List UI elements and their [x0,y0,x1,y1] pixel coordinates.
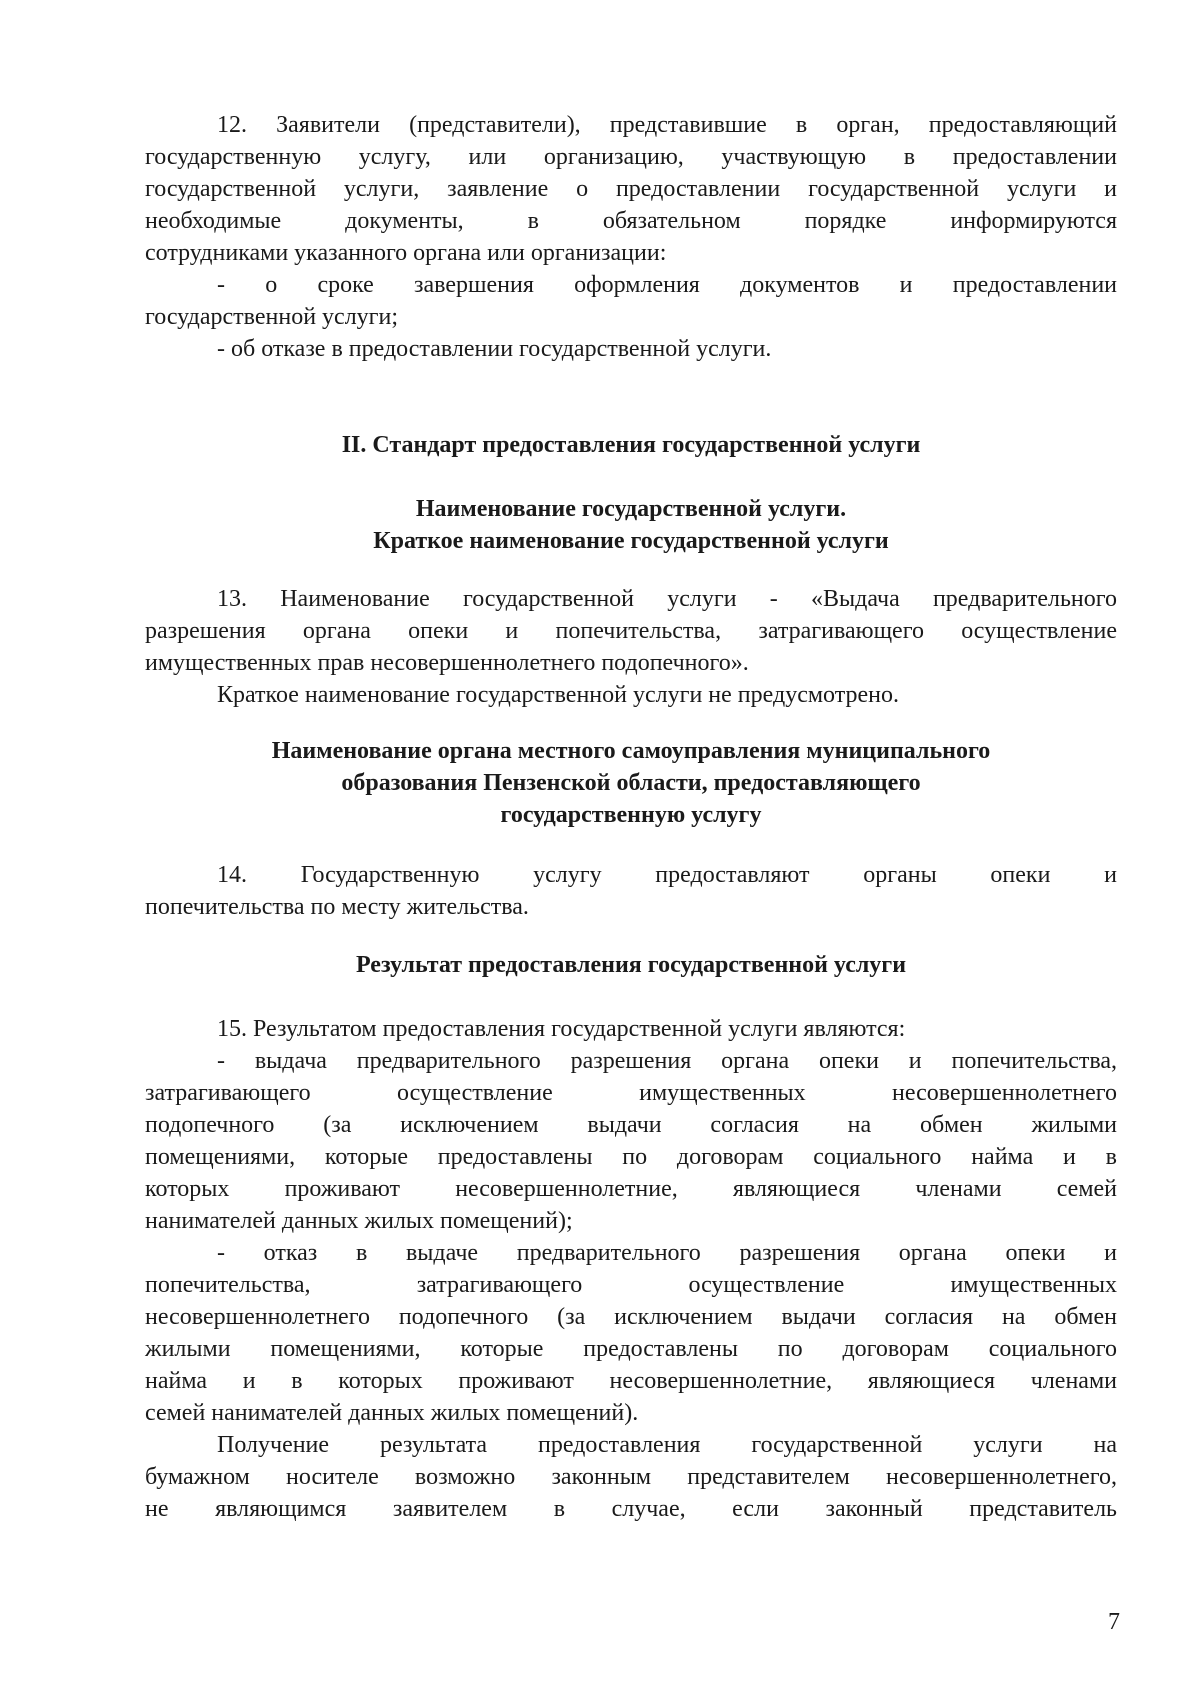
paragraph-12 [145,109,1117,365]
paragraph-line: попечительства по месту жительства. [145,894,529,920]
paragraph-line: 14. Государственную услугу предоставляют органы опеки и [217,862,1117,888]
list-item-line: попечительства, затрагивающего осуществление имущественных [145,1272,1117,1298]
paragraph-line: государственной услуги, заявление о предоставлении государственной услуги и [145,176,1117,202]
subheading-line: Наименование органа местного самоуправления муниципального [271,738,991,764]
list-item-line: найма и в которых проживают несовершеннолетние, являющиеся членами [145,1368,1117,1394]
subheading-line: Наименование государственной услуги. [415,496,847,522]
subheading-line: государственную услугу [500,802,762,828]
paragraph-line: бумажном носителе возможно законным представителем несовершеннолетнего, [145,1464,1117,1490]
section-title: II. Стандарт предоставления государственной услуги [341,432,921,458]
paragraph-line: не являющимся заявителем в случае, если законный представитель [145,1496,1117,1522]
list-item-line: жилыми помещениями, которые предоставлены по договорам социального [145,1336,1117,1362]
page-number: 7 [1108,1609,1120,1635]
paragraph-line: государственную услугу, или организацию, участвующую в предоставлении [145,144,1117,170]
list-item-line: несовершеннолетнего подопечного (за исключением выдачи согласия на обмен [145,1304,1117,1330]
subheading-authority [145,735,1117,831]
list-item-line: - о сроке завершения оформления документов и предоставлении [217,272,1117,298]
subheading-service-name [145,493,1117,557]
subheading-result: Результат предоставления государственной услуги [355,952,907,978]
paragraph-line: сотрудниками указанного органа или организации: [145,240,667,266]
list-item-line: государственной услуги; [145,304,399,330]
paragraph-13 [145,583,1117,711]
paragraph-line: разрешения органа опеки и попечительства, затрагивающего осуществление [145,618,1117,644]
list-item-line: помещениями, которые предоставлены по договорам социального найма и в [145,1144,1117,1170]
list-item-line: - выдача предварительного разрешения органа опеки и попечительства, [217,1048,1117,1074]
paragraph-line: 13. Наименование государственной услуги - «Выдача предварительного [217,586,1117,612]
paragraph-14 [145,859,1117,923]
list-item-line: которых проживают несовершеннолетние, являющиеся членами семей [145,1176,1117,1202]
paragraph-line: 12. Заявители (представители), представившие в орган, предоставляющий [217,112,1117,138]
subheading-line: образования Пензенской области, предоставляющего [341,770,921,796]
paragraph-line: имущественных прав несовершеннолетнего подопечного». [145,650,749,676]
list-item-line: затрагивающего осуществление имущественных несовершеннолетнего [145,1080,1117,1106]
list-item-line: - отказ в выдаче предварительного разрешения органа опеки и [217,1240,1117,1266]
paragraph-line: 15. Результатом предоставления государственной услуги являются: [217,1016,906,1042]
list-item-line: нанимателей данных жилых помещений); [145,1208,573,1234]
paragraph-line: Краткое наименование государственной услуги не предусмотрено. [217,682,899,708]
paragraph-15 [145,1013,1117,1525]
list-item-line: подопечного (за исключением выдачи согласия на обмен жилыми [145,1112,1117,1138]
list-item-line: - об отказе в предоставлении государственной услуги. [217,336,772,362]
paragraph-line: необходимые документы, в обязательном порядке информируются [145,208,1117,234]
list-item-line: семей нанимателей данных жилых помещений). [145,1400,639,1426]
subheading-line: Краткое наименование государственной услуги [373,528,889,554]
paragraph-line: Получение результата предоставления государственной услуги на [217,1432,1117,1458]
